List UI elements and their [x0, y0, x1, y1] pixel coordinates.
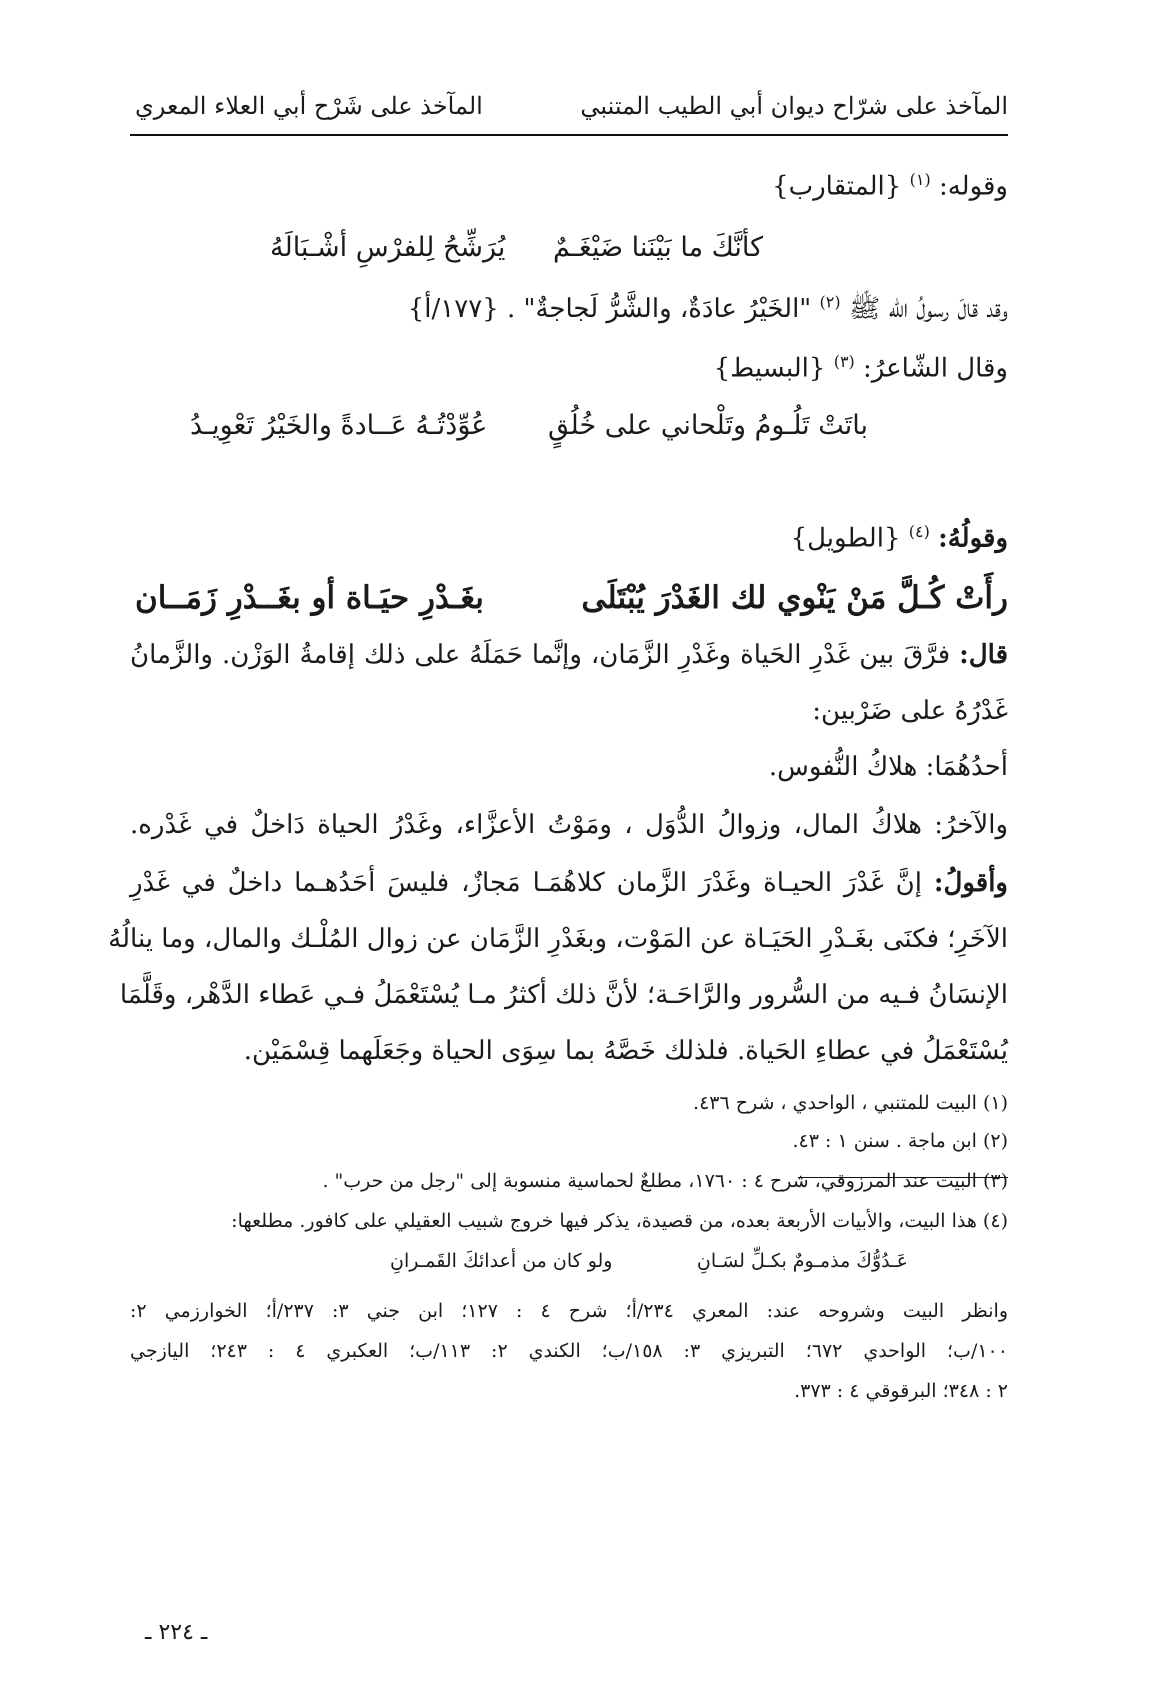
section2-intro-line [130, 522, 1008, 554]
body-line: يُسْتَعْمَلُ في عطاءِ الحَياة. فلذلك خَصَّهُ بما سِوَى الحياة وجَعَلَهما قِسْمَيْن. [243, 1036, 1008, 1066]
footnote-ref-line: وانظر البيت وشروحه عند: المعري ٢٣٤/أ؛ شرح ٤ : ١٢٧؛ ابن جني ٣: ٢٣٧/أ؛ الخوارزمي ٢: [130, 1300, 1009, 1322]
hadith-note-ref: (٢) [819, 292, 841, 312]
running-header-right: المآخذ على شرّاح ديوان أبي الطيب المتنبي [580, 92, 1008, 120]
section1-intro-line [130, 170, 1008, 202]
body-line: غَدْرُهُ على ضَرْبين: [812, 696, 1008, 726]
section1-meter: {المتقارب} [772, 171, 902, 202]
hadith-text: "الخَيْرُ عادَةٌ، والشَّرُّ لَجاجةٌ" . {١٧٧/أ} [407, 294, 812, 324]
verse2-first-hemistich: باتَتْ تَلُـومُ وتَلْحاني على خُلُقٍ [548, 410, 868, 441]
running-header-left: المآخذ على شَرْح أبي العلاء المعري [135, 92, 483, 120]
footnote: (١) البيت للمتنبي ، الواحدي ، شرح ٤٣٦. [693, 1092, 1008, 1114]
section2-intro: وقولُهُ: [938, 523, 1008, 554]
poet-note-ref: (٣) [833, 352, 855, 371]
section2-note-ref: (٤) [908, 522, 930, 541]
header-rule [130, 134, 1008, 136]
qala-label: قال: [959, 640, 1009, 670]
body-line: الآخَرِ؛ فكنَى بغَـدْرِ الحَيَـاة عن المَوْت، وبغَدْرِ الزَّمَان عن زوال المُلْـك والمال، وما ينالُهُ [108, 924, 1008, 954]
footnote-ref-line: ٢ : ٣٤٨؛ البرقوقي ٤ : ٣٧٣. [794, 1380, 1008, 1402]
hadith-line [130, 292, 1008, 330]
verse1-second-hemistich: يُرَشِّحُ لِلفرْسِ أشْـبَالَهُ [270, 232, 506, 263]
poet-intro-line [130, 352, 1008, 384]
footnote: (٤) هذا البيت، والأبيات الأربعة بعده، من قصيدة، يذكر فيها خروج شبيب العقيلي على كافور. مطلعها: [231, 1210, 1008, 1232]
page-number: ـ ٢٢٤ ـ [145, 1620, 208, 1645]
aqulu-label: وأقولُ: [933, 868, 1008, 898]
poet-intro: وقال الشّاعرُ: [863, 353, 1008, 384]
body-line: أحدُهُمَا: هلاكُ النُّفوس. [768, 752, 1008, 782]
verse3-second-hemistich: بغَـدْرِ حيَـاة أو بغَــدْرِ زَمَــان [135, 580, 484, 616]
section2-meter: {الطويل} [790, 523, 901, 554]
body-line: فرَّقَ بين غَدْرِ الحَياة وغَدْرِ الزَّمَان، وإنَّما حَمَلَهُ على ذلك إقامةُ الوَزْن. والزَّمانُ [130, 640, 951, 670]
footnote-verse-second: ولو كان من أعدائكَ القَمـرانِ [390, 1250, 613, 1272]
section1-note-ref: (١) [909, 170, 931, 189]
verse2-second-hemistich: عُوِّدْتُـهُ عَــادةً والخَيْرُ تَعْوِيـدُ [190, 410, 488, 441]
footnote-ref-line: ١٠٠/ب؛ الواحدي ٦٧٢؛ التبريزي ٣: ١٥٨/ب؛ الكندي ٢: ١١٣/ب؛ العكبري ٤ : ٢٤٣؛ اليازجي [130, 1340, 1008, 1362]
section1-intro: وقوله: [938, 171, 1008, 202]
body-line: الإنسَانُ فـيه من السُّرور والرَّاحَـة؛ لأنَّ ذلك أكثرُ مـا يُسْتَعْمَلُ فـي عَطاء الدَّهْر، وقَلَّمَا [119, 980, 1008, 1010]
verse1-first-hemistich: كأنَّكَ ما بَيْنَنا ضَيْغَـمٌ [553, 232, 763, 263]
aqulu-line [130, 868, 1008, 898]
footnote: (٣) البيت عند المرزوقي، شرح ٤ : ١٧٦٠، مطلعٌ لحماسية منسوبة إلى "رجل من حرب" . [322, 1170, 1008, 1192]
poet-meter: {البسيط} [713, 353, 826, 384]
footnote: (٢) ابن ماجة . سنن ١ : ٤٣. [792, 1130, 1008, 1152]
body-line: إنَّ غَدْرَ الحيـاة وغَدْرَ الزَّمان كلاهُمَـا مَجازٌ، فليسَ أحَدُهـما داخلٌ في غَدْرِ [130, 868, 922, 898]
verse3-first-hemistich: رأَتْ كُـلَّ مَنْ يَنْوي لك الغَدْرَ يُبْتَلَى [581, 580, 1008, 616]
footnote-verse-first: عَـدُوُّكَ مذمـومٌ بكـلِّ لسَـانِ [696, 1250, 908, 1272]
qala-line [130, 640, 1008, 670]
body-line: والآخرُ: هلاكُ المال، وزوالُ الدُّوَل ، ومَوْتُ الأعزَّاء، وغَدْرُ الحياة دَاخلٌ في غَدْره. [130, 810, 1008, 840]
hadith-prefix: وقد قالَ رسولُ اللّه ﷺ [848, 294, 1008, 324]
